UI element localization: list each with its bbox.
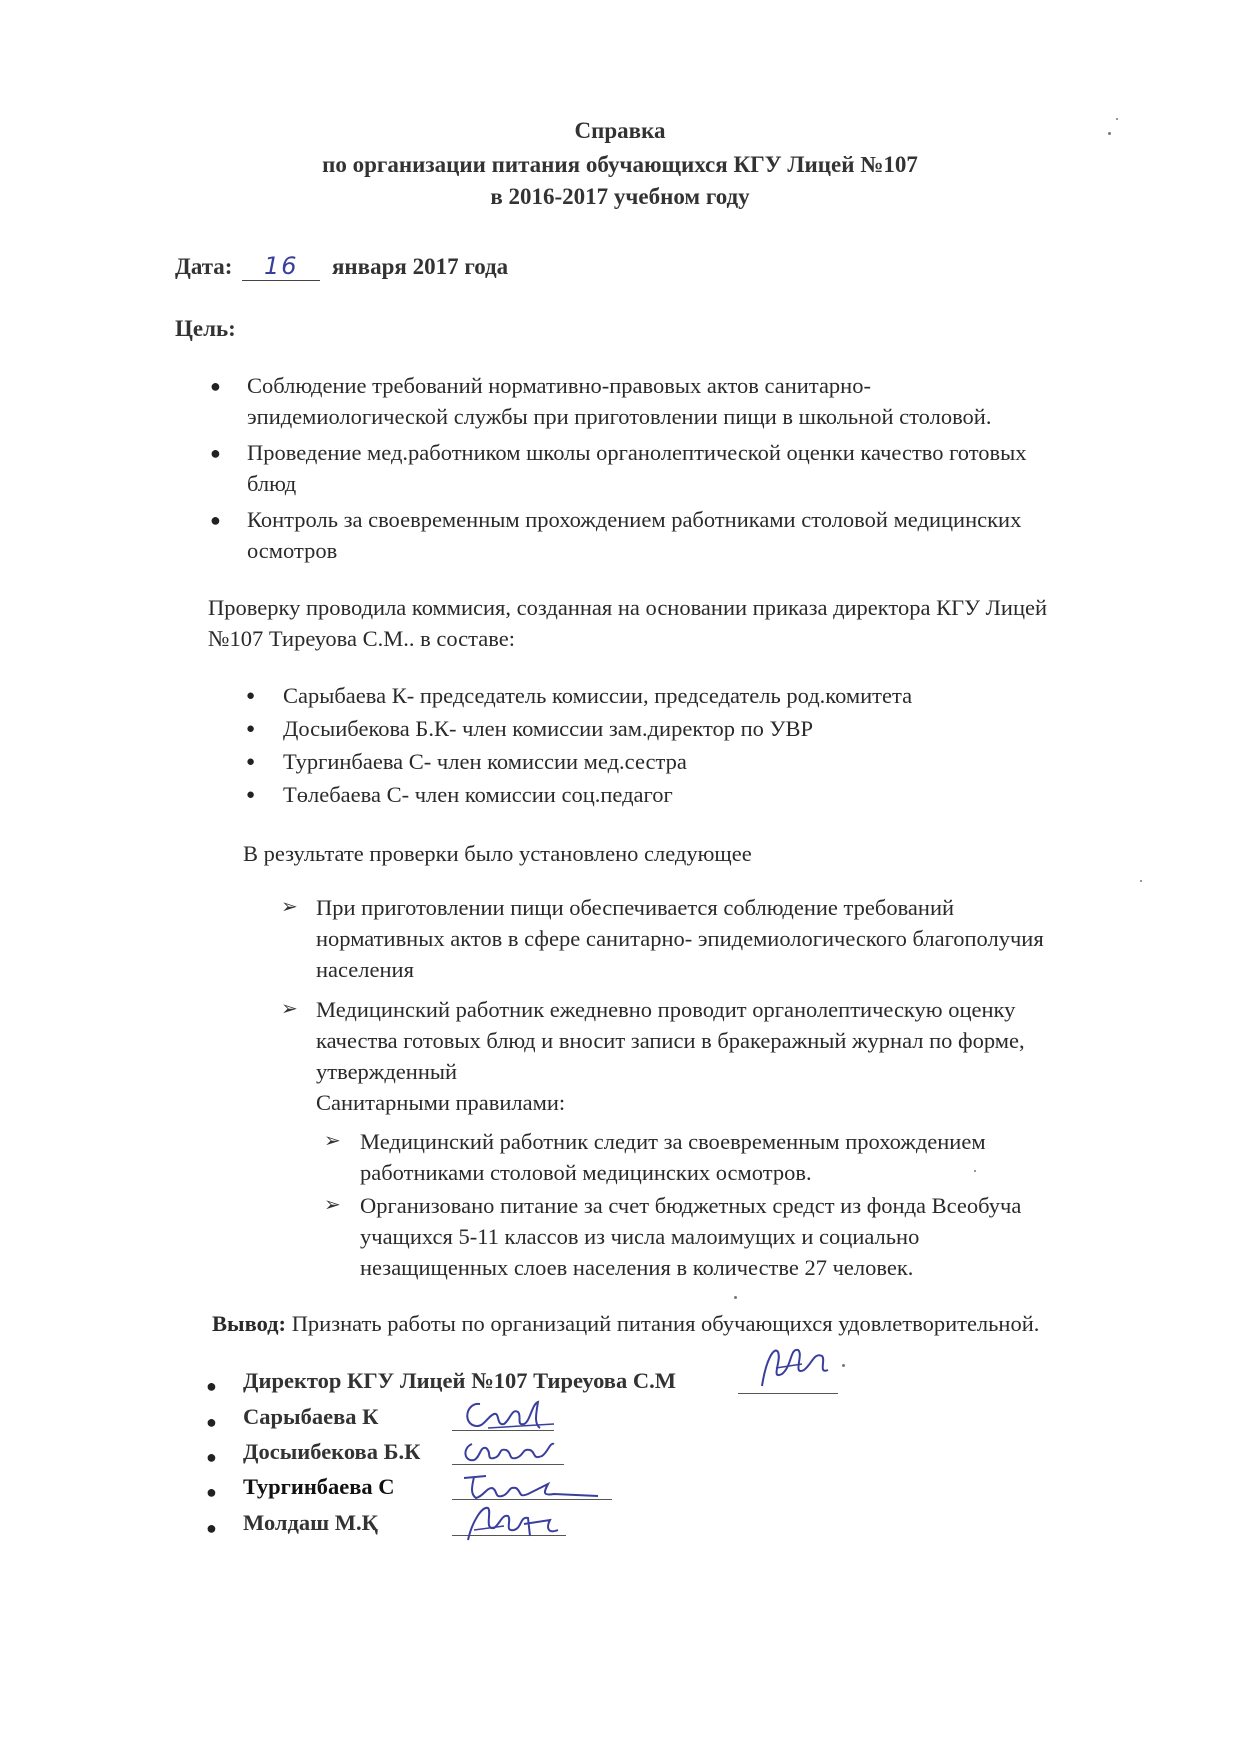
bullet-icon: ● <box>210 443 221 463</box>
scan-speck <box>1140 880 1142 882</box>
commission-member-1: Сарыбаева К- председатель комиссии, председатель род.комитета <box>283 683 913 708</box>
bullet-icon: ● <box>246 787 256 803</box>
date-label: Дата: <box>175 254 233 279</box>
bullet-icon: ● <box>206 1376 217 1396</box>
signatory-moldash: Молдаш М.Қ <box>243 1510 378 1535</box>
arrow-bullet-icon: ➢ <box>281 998 298 1020</box>
scan-speck <box>842 1364 845 1367</box>
signatory-director: Директор КГУ Лицей №107 Тиреуова С.М <box>243 1368 676 1393</box>
finding-1: При приготовлении пищи обеспечивается соблюдение требований нормативных актов в сфере санитарно- эпидемиологического благополучия населения <box>316 895 1044 982</box>
bullet-icon: ● <box>246 721 256 737</box>
goal-label: Цель: <box>175 316 236 341</box>
arrow-bullet-icon: ➢ <box>281 896 298 918</box>
turginbaeva-signature-icon <box>458 1470 608 1504</box>
results-intro: В результате проверки было установлено следующее <box>243 841 752 866</box>
commission-member-3: Тургинбаева С- член комиссии мед.сестра <box>283 749 687 774</box>
scan-speck <box>974 1170 976 1172</box>
arrow-bullet-icon: ➢ <box>324 1130 341 1152</box>
moldash-signature-icon <box>460 1500 570 1550</box>
goal-item-3: Контроль за своевременным прохождением работниками столовой медицинских осмотров <box>247 507 1022 563</box>
scan-speck <box>734 1296 737 1299</box>
bullet-icon: ● <box>206 1518 217 1538</box>
signatory-sarybaeva: Сарыбаева К <box>243 1404 379 1429</box>
commission-intro: Проверку проводила коммисия, созданная на основании приказа директора КГУ Лицей №107 Тиреуова С.М.. в составе: <box>208 595 1048 651</box>
date-day-field <box>242 252 320 281</box>
bullet-icon: ● <box>206 1447 217 1467</box>
bullet-icon: ● <box>206 1482 217 1502</box>
doc-subtitle-year: в 2016-2017 учебном году <box>490 184 750 209</box>
bullet-icon: ● <box>246 688 256 704</box>
date-month-year: января 2017 года <box>331 254 509 279</box>
bullet-icon: ● <box>210 376 221 396</box>
conclusion-label: Вывод: <box>212 1311 287 1336</box>
goal-item-2: Проведение мед.работником школы органолептической оценки качество готовых блюд <box>247 440 1027 496</box>
bullet-icon: ● <box>246 754 256 770</box>
doc-subtitle: по организации питания обучающихся КГУ Лицей №107 <box>322 152 918 177</box>
sarybaeva-signature-icon <box>458 1394 558 1436</box>
conclusion-text: Признать работы по организаций питания обучающихся удовлетворительной. <box>291 1311 1040 1336</box>
doc-title: Справка <box>574 118 666 143</box>
director-signature-icon <box>752 1340 842 1400</box>
finding-2: Медицинский работник ежедневно проводит органолептическую оценку качества готовых блюд и вносит записи в бракеражный журнал по форме, утвержденный Санитарными правилами: <box>316 997 1025 1115</box>
date-line <box>175 252 508 281</box>
date-day-handwritten: 16 <box>263 252 299 280</box>
scan-speck <box>1116 118 1118 120</box>
dosybekova-signature-icon <box>458 1434 568 1468</box>
bullet-icon: ● <box>206 1412 217 1432</box>
scan-speck <box>1108 132 1111 135</box>
arrow-bullet-icon: ➢ <box>324 1194 341 1216</box>
bullet-icon: ● <box>210 510 221 530</box>
sub-finding-2: Организовано питание за счет бюджетных средст из фонда Всеобуча учащихся 5-11 классов из числа малоимущих и социально незащищенных слоев населения в количестве 27 человек. <box>360 1193 1022 1280</box>
sub-finding-1: Медицинский работник следит за своевременным прохождением работниками столовой медицинских осмотров. <box>360 1129 986 1185</box>
commission-member-4: Төлебаева С- член комиссии соц.педагог <box>283 782 673 807</box>
signatory-turginbaeva: Тургинбаева С <box>243 1474 395 1499</box>
conclusion <box>212 1308 1039 1339</box>
goal-item-1: Соблюдение требований нормативно-правовых актов санитарно- эпидемиологической службы при приготовлении пищи в школьной столовой. <box>247 373 992 429</box>
commission-member-2: Досыибекова Б.К- член комиссии зам.директор по УВР <box>283 716 813 741</box>
signatory-dosybekova: Досыибекова Б.К <box>243 1439 421 1464</box>
